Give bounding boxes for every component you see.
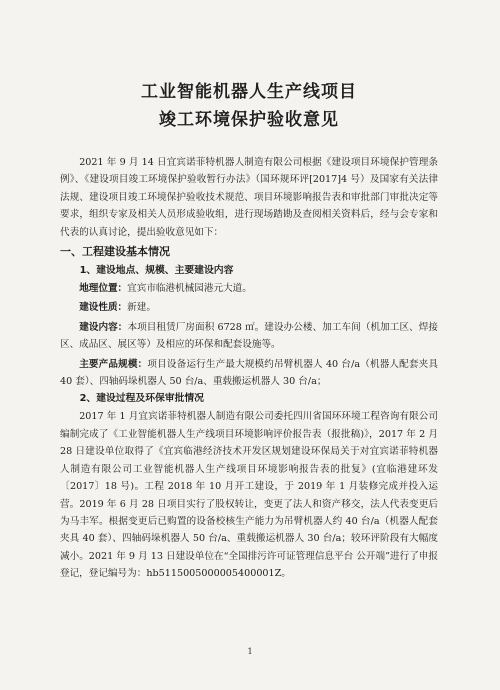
capacity-item bbox=[60, 356, 438, 391]
location-label: 地理位置： bbox=[79, 283, 128, 295]
location-item bbox=[60, 280, 438, 297]
document-title-line-1: 工业智能机器人生产线项目 bbox=[141, 82, 357, 102]
capacity-label: 主要产品规模： bbox=[79, 358, 148, 370]
section-heading-basic-info: 一、工程建设基本情况 bbox=[60, 245, 170, 259]
content-value: 本项目租赁厂房面积 6728 ㎡。建设办公楼、加工车间（机加工区、焊接区、成品区、展区等）及相应的环保和配套设施等。 bbox=[60, 321, 439, 351]
page-number: 1 bbox=[247, 647, 253, 656]
content-item bbox=[60, 319, 438, 354]
nature-label: 建设性质： bbox=[79, 302, 128, 314]
nature-item bbox=[60, 299, 438, 316]
capacity-value: 项目设备运行生产最大规模约吊臂机器人 40 台/a（机器人配套夹具 40 套）、四轴码垛机器人 50 台/a、重载搬运机器人 30 台/a； bbox=[60, 358, 438, 388]
subsection-heading-location-scale: 1、建设地点、规模、主要建设内容 bbox=[79, 265, 234, 277]
document-title-line-2: 竣工环境保护验收意见 bbox=[159, 110, 339, 130]
content-label: 建设内容： bbox=[79, 321, 128, 333]
intro-paragraph: 2021 年 9 月 14 日宜宾诺菲特机器人制造有限公司根据《建设项目环境保护管理条例》、《建设项目竣工环境保护验收暂行办法》（国环规环评[2017]4 号）及国家有关法律法规、建设项目竣工环境保护验收技术规范、项目环境影响报告表和审批部门审批决定等要求，组织专家及相关人员形成验收组，进行现场踏勘及查阅相关资料后，经与会专家和代表的认真讨论，提出验收意见如下： bbox=[60, 157, 438, 238]
nature-value: 新建。 bbox=[127, 302, 156, 314]
location-value: 宜宾市临港机械园港元大道。 bbox=[127, 283, 252, 295]
subsection-heading-process-approval: 2、建设过程及环保审批情况 bbox=[79, 393, 204, 405]
process-paragraph: 2017 年 1 月宜宾诺菲特机器人制造有限公司委托四川省国环环境工程咨询有限公司编制完成了《工业智能机器人生产线项目环境影响评价报告表（报批稿)》，2017 年 2 月 28 日建设单位取得了《宜宾临港经济技术开发区规划建设环保局关于对宜宾诺菲特机器人制造有限公司工业智能机器人生产线项目环境影响报告表的批复》(宜临港建环发〔2017〕18 号)。工程 2018 年 10 月开工建设，于 2019 年 1 月装修完成并投入运营。2019 年 6 月 28 日项目实行了股权转让，变更了法人和资产移交，法人代表变更后为马丰军。根据变更后已购置的设备校核生产能力为吊臂机器人约 40 台/a（机器人配套夹具 40 套）、四轴码垛机器人 50 台/a、重载搬运机器人 30 台/a；较环评阶段有大幅度减小。2021 年 9 月 13 日建设单位在“全国排污许可证管理信息平台 公开端”进行了申报登记，登记编号为：hb5115005000005400001Z。 bbox=[60, 411, 438, 580]
